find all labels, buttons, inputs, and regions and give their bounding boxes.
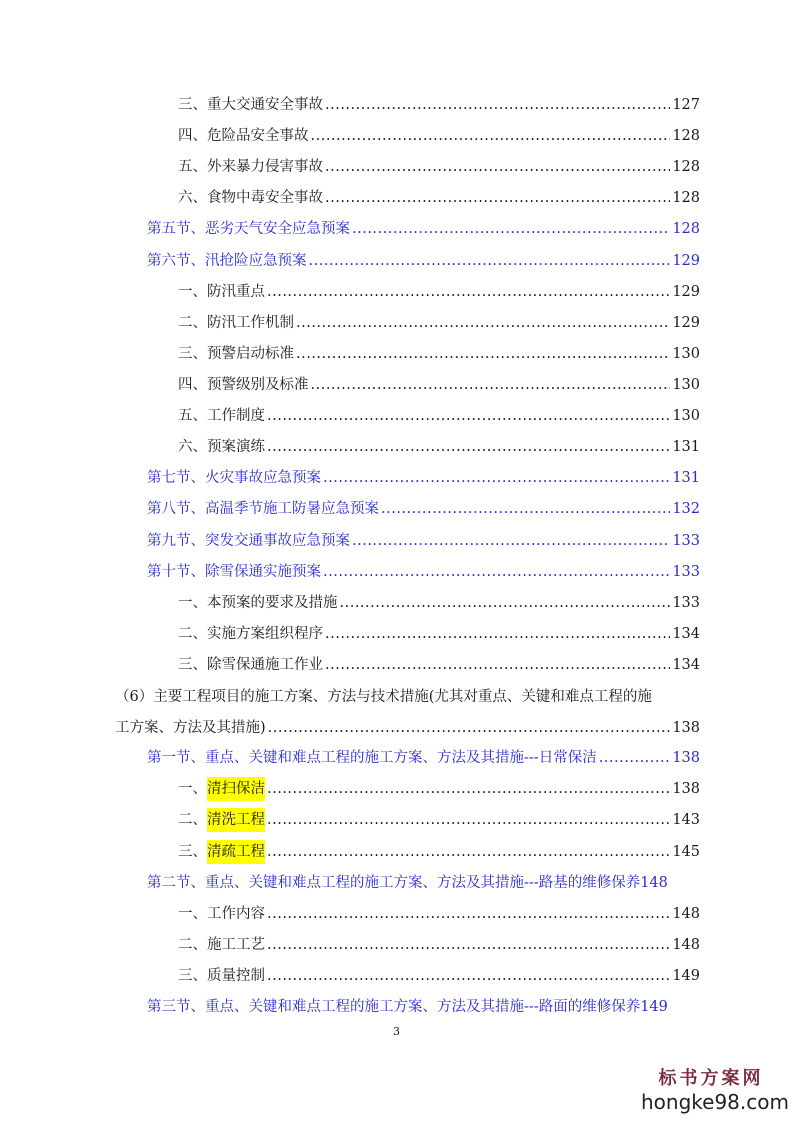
- entry-page: 130: [672, 346, 700, 362]
- dot-leader: [267, 902, 670, 926]
- toc-entry[interactable]: [178, 280, 700, 304]
- toc-chapter-entry[interactable]: [115, 682, 700, 744]
- entry-page: 133: [672, 533, 700, 549]
- chapter-title-line2: 工方案、方法及其措施): [115, 720, 266, 736]
- watermark-cn: 标书方案网: [658, 1068, 764, 1089]
- chapter-title-line2-row: [115, 713, 700, 744]
- entry-title: 第十节、除雪保通实施预案: [147, 564, 321, 580]
- entry-page: 132: [672, 501, 700, 517]
- entry-number: 五、: [178, 159, 207, 175]
- dot-leader: [325, 622, 670, 646]
- entry-title: 第二节、重点、关键和难点工程的施工方案、方法及其措施---路基的维修保养: [147, 875, 641, 891]
- toc-entry[interactable]: [178, 777, 700, 801]
- toc-entry[interactable]: [178, 591, 700, 615]
- entry-number: 一、: [178, 595, 207, 611]
- entry-title: 第八节、高温季节施工防暑应急预案: [147, 501, 379, 517]
- entry-number: 六、: [178, 439, 207, 455]
- entry-title: 施工工艺: [207, 937, 265, 953]
- dot-leader: [296, 311, 670, 335]
- toc-section-entry[interactable]: [147, 466, 700, 490]
- entry-page: 138: [672, 750, 700, 766]
- entry-number: 五、: [178, 408, 207, 424]
- entry-title-highlighted: 清洗工程: [207, 808, 265, 832]
- entry-title: 第一节、重点、关键和难点工程的施工方案、方法及其措施---日常保洁: [147, 750, 597, 766]
- toc-section-entry[interactable]: [147, 995, 700, 1019]
- toc-entry[interactable]: [178, 373, 700, 397]
- entry-number: 三、: [178, 844, 207, 860]
- dot-leader: [267, 840, 670, 864]
- dot-leader: [267, 435, 670, 459]
- dot-leader: [267, 777, 670, 801]
- dot-leader: [267, 933, 670, 957]
- entry-page: 128: [672, 128, 700, 144]
- entry-number: 四、: [178, 128, 207, 144]
- entry-number: 四、: [178, 377, 207, 393]
- dot-leader: [268, 713, 671, 744]
- toc-entry[interactable]: [178, 622, 700, 646]
- entry-number: 三、: [178, 657, 207, 673]
- toc-entry[interactable]: [178, 155, 700, 179]
- entry-page: 133: [672, 564, 700, 580]
- toc-entry[interactable]: [178, 124, 700, 148]
- entry-number: 六、: [178, 190, 207, 206]
- toc-entry[interactable]: [178, 902, 700, 926]
- entry-title: 除雪保通施工作业: [207, 657, 323, 673]
- entry-number: 一、: [178, 781, 207, 797]
- entry-page: 127: [672, 97, 700, 113]
- dot-leader: [325, 93, 670, 117]
- entry-number: 二、: [178, 812, 207, 828]
- toc-section-entry[interactable]: [147, 497, 700, 521]
- dot-leader: [323, 466, 670, 490]
- entry-page: 131: [672, 470, 700, 486]
- entry-number: 二、: [178, 937, 207, 953]
- toc-entry[interactable]: [178, 311, 700, 335]
- entry-title: 食物中毒安全事故: [207, 190, 323, 206]
- dot-leader: [267, 964, 670, 988]
- entry-title: 预案演练: [207, 439, 265, 455]
- dot-leader: [311, 373, 671, 397]
- entry-title: 危险品安全事故: [207, 128, 309, 144]
- toc-entry[interactable]: [178, 840, 700, 864]
- toc-entry[interactable]: [178, 93, 700, 117]
- entry-title: 防汛工作机制: [207, 315, 294, 331]
- entry-page: 128: [672, 190, 700, 206]
- entry-number: 一、: [178, 906, 207, 922]
- dot-leader: [323, 560, 670, 584]
- entry-title: 外来暴力侵害事故: [207, 159, 323, 175]
- entry-page: 148: [672, 937, 700, 953]
- toc-section-entry[interactable]: [147, 529, 700, 553]
- chapter-title-line1: （6）主要工程项目的施工方案、方法与技术措施(尤其对重点、关键和难点工程的施: [115, 689, 652, 705]
- dot-leader: [267, 280, 670, 304]
- entry-page: 145: [672, 844, 700, 860]
- toc-section-entry[interactable]: [147, 871, 700, 895]
- entry-page: 138: [672, 781, 700, 797]
- entry-number: 二、: [178, 626, 207, 642]
- entry-page: 149: [672, 968, 700, 984]
- toc-entry[interactable]: [178, 342, 700, 366]
- watermark-logo: [641, 1064, 789, 1114]
- dot-leader: [296, 342, 670, 366]
- entry-page: 130: [672, 377, 700, 393]
- entry-title: 预警启动标准: [207, 346, 294, 362]
- dot-leader: [325, 186, 670, 210]
- entry-title: 第六节、汛抢险应急预案: [147, 253, 307, 269]
- entry-page: 148: [640, 875, 668, 891]
- entry-page: 129: [672, 315, 700, 331]
- entry-title: 第五节、恶劣天气安全应急预案: [147, 221, 350, 237]
- entry-page: 148: [672, 906, 700, 922]
- dot-leader: [267, 404, 670, 428]
- toc-entry[interactable]: [178, 964, 700, 988]
- toc-entry[interactable]: [178, 186, 700, 210]
- entry-page: 138: [672, 720, 700, 736]
- dot-leader: [267, 808, 670, 832]
- entry-number: 二、: [178, 315, 207, 331]
- dot-leader: [311, 124, 671, 148]
- toc-entry[interactable]: [178, 933, 700, 957]
- entry-number: 三、: [178, 346, 207, 362]
- entry-title: 重大交通安全事故: [207, 97, 323, 113]
- entry-page: 128: [672, 221, 700, 237]
- entry-title: 防汛重点: [207, 284, 265, 300]
- entry-title-highlighted: 清疏工程: [207, 840, 265, 864]
- entry-number: 一、: [178, 284, 207, 300]
- dot-leader: [340, 591, 671, 615]
- dot-leader: [309, 249, 671, 273]
- page-number: 3: [393, 1025, 400, 1038]
- entry-title: 第三节、重点、关键和难点工程的施工方案、方法及其措施---路面的维修保养: [147, 999, 641, 1015]
- entry-title: 质量控制: [207, 968, 265, 984]
- dot-leader: [352, 217, 670, 241]
- entry-page: 134: [672, 657, 700, 673]
- entry-page: 143: [672, 812, 700, 828]
- dot-leader: [599, 746, 671, 770]
- toc-entry[interactable]: [178, 404, 700, 428]
- toc-section-entry[interactable]: [147, 249, 700, 273]
- entry-number: 三、: [178, 97, 207, 113]
- entry-page: 149: [640, 999, 668, 1015]
- toc-section-entry[interactable]: [147, 746, 700, 770]
- toc-entry[interactable]: [178, 435, 700, 459]
- entry-page: 131: [672, 439, 700, 455]
- entry-title: 工作内容: [207, 906, 265, 922]
- entry-page: 133: [672, 595, 700, 611]
- entry-title: 预警级别及标准: [207, 377, 309, 393]
- entry-page: 128: [672, 159, 700, 175]
- dot-leader: [381, 497, 670, 521]
- entry-title: 工作制度: [207, 408, 265, 424]
- dot-leader: [325, 653, 670, 677]
- entry-page: 129: [672, 284, 700, 300]
- entry-number: 三、: [178, 968, 207, 984]
- entry-page: 129: [672, 253, 700, 269]
- toc-entry[interactable]: [178, 808, 700, 832]
- toc-entry[interactable]: [178, 653, 700, 677]
- entry-title: 第九节、突发交通事故应急预案: [147, 533, 350, 549]
- entry-page: 130: [672, 408, 700, 424]
- entry-title: 第七节、火灾事故应急预案: [147, 470, 321, 486]
- entry-title: 本预案的要求及措施: [207, 595, 338, 611]
- dot-leader: [325, 155, 670, 179]
- toc-section-entry[interactable]: [147, 217, 700, 241]
- watermark-en: hongke98.com: [641, 1090, 789, 1114]
- entry-page: 134: [672, 626, 700, 642]
- toc-section-entry[interactable]: [147, 560, 700, 584]
- entry-title-highlighted: 清扫保洁: [207, 777, 265, 801]
- dot-leader: [352, 529, 670, 553]
- entry-title: 实施方案组织程序: [207, 626, 323, 642]
